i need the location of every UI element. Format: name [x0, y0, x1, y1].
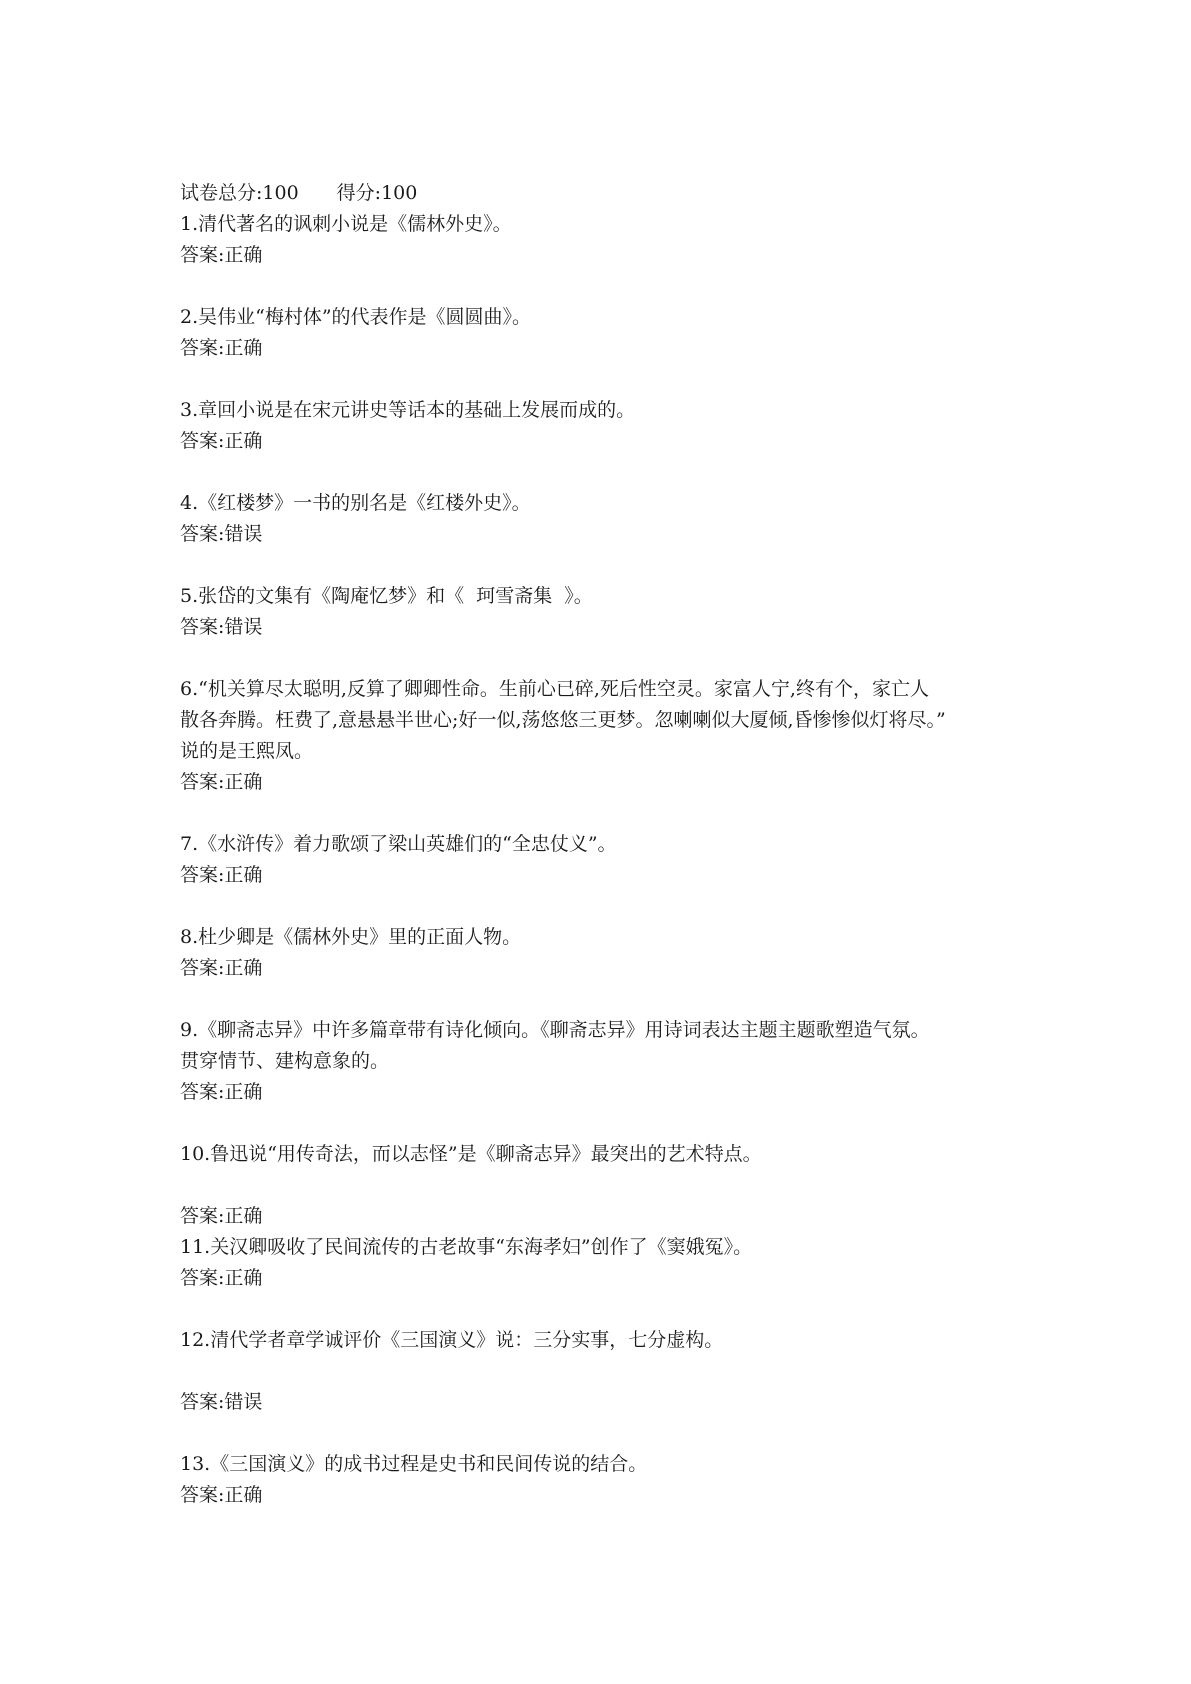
question-1: [180, 209, 1030, 271]
answer-text: 答案:正确: [180, 1205, 263, 1227]
question-text: 4.《红楼梦》一书的别名是《红楼外史》。: [180, 492, 531, 514]
answer-text: 答案:正确: [180, 1081, 263, 1103]
question-10: [180, 1139, 1030, 1232]
answer-text: 答案:错误: [180, 523, 263, 545]
question-5: [180, 581, 1030, 643]
question-13: [180, 1449, 1030, 1511]
document-page: [180, 178, 1030, 1511]
question-text-line-2: 散各奔腾。枉费了,意悬悬半世心;好一似,荡悠悠三更梦。忽喇喇似大厦倾,昏惨惨似灯将尽。”: [180, 709, 946, 731]
answer-text: 答案:正确: [180, 957, 263, 979]
question-4: [180, 488, 1030, 550]
answer-text: 答案:正确: [180, 1267, 263, 1289]
question-text-line-1: 6.“机关算尽太聪明,反算了卿卿性命。生前心已碎,死后性空灵。家富人宁,终有个，家亡人: [180, 678, 929, 700]
question-6: [180, 674, 1030, 798]
question-2: [180, 302, 1030, 364]
question-text: 5.张岱的文集有《陶庵忆梦》和《 珂雪斋集 》。: [180, 585, 593, 607]
question-7: [180, 829, 1030, 891]
question-text-line-2: 贯穿情节、建构意象的。: [180, 1050, 390, 1072]
answer-text: 答案:错误: [180, 1391, 263, 1413]
question-text: 1.清代著名的讽刺小说是《儒林外史》。: [180, 213, 512, 235]
obtained-score: 得分:100: [336, 182, 418, 204]
score-summary: [180, 178, 1030, 209]
question-text-line-3: 说的是王熙凤。: [180, 740, 314, 762]
answer-text: 答案:正确: [180, 864, 263, 886]
question-text: 3.章回小说是在宋元讲史等话本的基础上发展而成的。: [180, 399, 636, 421]
answer-text: 答案:正确: [180, 430, 263, 452]
question-8: [180, 922, 1030, 984]
question-text: 13.《三国演义》的成书过程是史书和民间传说的结合。: [180, 1453, 648, 1475]
question-text: 12.清代学者章学诚评价《三国演义》说：三分实事，七分虚构。: [180, 1329, 724, 1351]
question-12: [180, 1325, 1030, 1418]
question-text-line-1: 9.《聊斋志异》中许多篇章带有诗化倾向。《聊斋志异》用诗词表达主题主题歌塑造气氛。: [180, 1019, 930, 1041]
answer-text: 答案:正确: [180, 1484, 263, 1506]
total-score: 试卷总分:100: [180, 182, 299, 204]
question-text: 10.鲁迅说“用传奇法，而以志怪”是《聊斋志异》最突出的艺术特点。: [180, 1143, 762, 1165]
question-3: [180, 395, 1030, 457]
question-11: [180, 1232, 1030, 1294]
answer-text: 答案:正确: [180, 244, 263, 266]
question-text: 8.杜少卿是《儒林外史》里的正面人物。: [180, 926, 522, 948]
question-text: 7.《水浒传》着力歌颂了梁山英雄们的“全忠仗义”。: [180, 833, 617, 855]
question-text: 2.吴伟业“梅村体”的代表作是《圆圆曲》。: [180, 306, 532, 328]
answer-text: 答案:正确: [180, 771, 263, 793]
answer-text: 答案:正确: [180, 337, 263, 359]
question-9: [180, 1015, 1030, 1108]
question-text: 11.关汉卿吸收了民间流传的古老故事“东海孝妇”创作了《窦娥冤》。: [180, 1236, 753, 1258]
answer-text: 答案:错误: [180, 616, 263, 638]
